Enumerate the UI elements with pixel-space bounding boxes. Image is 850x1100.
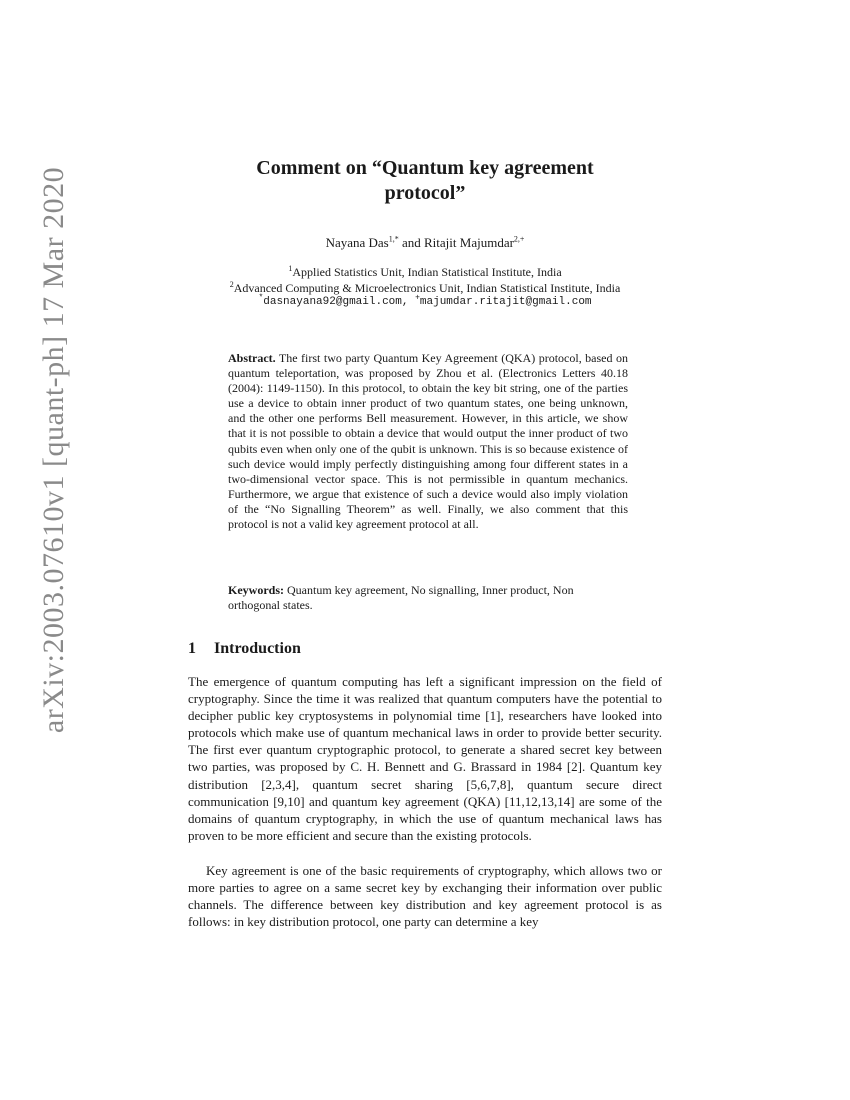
keywords-label: Keywords: — [228, 583, 284, 597]
paragraph-2: Key agreement is one of the basic requirements of cryptography, which allows two or more parties to agree on a same secret key by exchanging their information over public channels. The difference between key distribution and key agreement protocol is as follows: in key distribution protocol, one party can determine a key — [188, 863, 662, 930]
title-line-2: protocol” — [384, 182, 466, 204]
affiliation-1 — [180, 264, 670, 280]
paragraph-1: The emergence of quantum computing has left a significant impression on the field of cryptography. Since the time it was realized that quantum computers have the potential to decipher public key cryptosystems in polynomial time [1], researchers have looked into protocols which make use of quantum mechanical laws in order to provide better security. The first ever quantum cryptographic protocol, to generate a shared secret key between two parties, was proposed by C. H. Bennett and G. Brassard in 1984 [2]. Quantum key distribution [2,3,4], quantum secret sharing [5,6,7,8], quantum secure direct communication [9,10] and quantum key agreement (QKA) [11,12,13,14] are some of the domains of quantum cryptography, in which the use of quantum mechanical laws has proven to be more efficient and secure than the existing protocols. — [188, 674, 662, 843]
abstract-text: The first two party Quantum Key Agreement (QKA) protocol, based on quantum teleportation, was proposed by Zhou et al. (Electronics Letters 40.18 (2004): 1149-1150). In this protocol, to obtain the key bit string, one of the parties use a device to obtain inner product of two quantum states, one being unknown, and the other one performs Bell measurement. However, in this article, we show that it is not possible to obtain a device that would output the inner product of two qubits even when only one of the qubit is unknown. This is so because existence of such device would imply perfectly distinguishing among four different states in a two-dimensional vector space. This is not permissible in quantum mechanics. Furthermore, we argue that existence of such a device would also imply violation of the “No Signalling Theorem” as well. Finally, we also comment that this protocol is not a valid key agreement protocol at all. — [228, 351, 628, 532]
section-number: 1 — [188, 640, 196, 657]
author-line — [200, 235, 650, 251]
affiliation-2-marker: 2 — [229, 280, 234, 289]
email-2: majumdar.ritajit@gmail.com — [419, 296, 592, 308]
affiliation-1-text: Applied Statistics Unit, Indian Statistical Institute, India — [292, 265, 562, 279]
keywords — [228, 583, 628, 613]
section-heading — [188, 640, 301, 658]
keywords-text: Quantum key agreement, No signalling, Inner product, Non orthogonal states. — [228, 583, 574, 613]
authors-conjunction: and — [398, 235, 425, 250]
email-line — [180, 293, 670, 308]
affiliation-2 — [180, 280, 670, 296]
author-2-marker: 2,+ — [513, 234, 525, 244]
email-2-marker: + — [415, 293, 420, 303]
affiliation-1-marker: 1 — [288, 264, 293, 273]
author-1: Nayana Das — [325, 235, 389, 250]
arxiv-identifier: arXiv:2003.07610v1 [quant-ph] 17 Mar 2020 — [37, 166, 70, 734]
affiliation-2-text: Advanced Computing & Microelectronics Unit, Indian Statistical Institute, India — [233, 281, 621, 295]
title-line-1: Comment on “Quantum key agreement — [256, 157, 594, 179]
paper-title — [200, 156, 650, 206]
abstract — [228, 351, 628, 532]
email-1: dasnayana92@gmail.com, — [263, 296, 409, 308]
email-1-marker: * — [258, 293, 264, 303]
author-2: Ritajit Majumdar — [424, 235, 514, 250]
abstract-label: Abstract. — [228, 351, 276, 365]
section-title: Introduction — [214, 640, 301, 657]
author-1-marker: 1,* — [388, 234, 399, 244]
